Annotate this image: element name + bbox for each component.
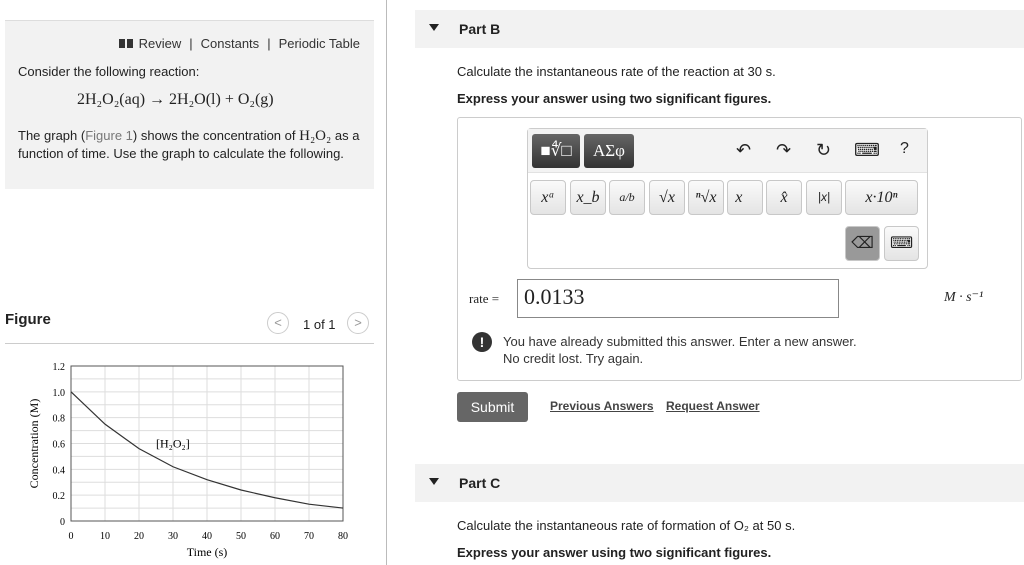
reaction-equation: 2H₂O₂(aq) → 2H₂O(l) + O₂(g): [77, 91, 274, 108]
periodic-table-link[interactable]: Periodic Table: [278, 36, 360, 51]
part-b-question: Calculate the instantaneous rate of the reaction at 30 s.: [457, 64, 776, 79]
x-tick-label: 60: [270, 531, 280, 542]
problem-intro: [5, 20, 374, 189]
part-b-title: Part B: [459, 21, 501, 37]
book-icon: [119, 39, 133, 48]
x-tick-label: 40: [202, 531, 212, 542]
previous-answers-link[interactable]: Previous Answers: [550, 399, 654, 413]
figure-divider: [5, 343, 374, 344]
keyboard-icon[interactable]: ⌨: [854, 140, 880, 160]
abs-value-key[interactable]: |x|: [806, 180, 842, 215]
submit-button[interactable]: Submit: [457, 392, 528, 422]
unit-vector-key[interactable]: x̂: [766, 180, 802, 215]
x-tick-label: 20: [134, 531, 144, 542]
templates-button[interactable]: ■∜□: [532, 134, 580, 168]
rate-input[interactable]: 0.0133: [517, 279, 839, 318]
sqrt-key[interactable]: √x: [649, 180, 685, 215]
reset-icon[interactable]: ↻: [816, 140, 832, 160]
y-tick-label: 0.8: [52, 413, 65, 425]
part-c-question: Calculate the instantaneous rate of formation of O₂ at 50 s.: [457, 518, 796, 533]
part-c-instruction: Express your answer using two significant figures.: [457, 545, 772, 560]
resource-links: Review | Constants | Periodic Table: [119, 36, 360, 51]
fraction-key[interactable]: a/b: [609, 180, 645, 215]
undo-icon[interactable]: ↶: [736, 140, 752, 160]
part-c-header[interactable]: [415, 464, 1024, 502]
request-answer-link[interactable]: Request Answer: [666, 399, 760, 413]
x-tick-label: 80: [338, 531, 348, 542]
intro-text: The graph (Figure 1) shows the concentration of H₂O₂ as a function of time. Use the graph to calculate the following.: [18, 128, 360, 161]
vector-key[interactable]: x⃗: [727, 180, 763, 215]
part-b-instruction: Express your answer using two significant figures.: [457, 91, 772, 106]
figure-title: Figure: [5, 311, 51, 328]
next-figure-button[interactable]: >: [347, 312, 369, 334]
x-tick-label: 30: [168, 531, 178, 542]
x-tick-label: 0: [68, 531, 74, 542]
y-tick-label: 1.0: [52, 387, 65, 399]
y-tick-label: 0.4: [52, 465, 65, 477]
series-annotation: [H₂O₂]: [156, 436, 190, 451]
intro-lead: Consider the following reaction:: [18, 64, 200, 79]
y-tick-label: 0: [60, 517, 65, 528]
nth-root-key[interactable]: ⁿ√x: [688, 180, 724, 215]
superscript-key[interactable]: xᵃ: [530, 180, 566, 215]
x-tick-label: 10: [100, 531, 110, 542]
constants-link[interactable]: Constants: [200, 36, 260, 51]
rate-label: rate =: [469, 291, 500, 306]
y-tick-label: 1.2: [52, 362, 65, 373]
figure-link[interactable]: Figure 1: [85, 128, 133, 143]
y-tick-label: 0.6: [52, 439, 65, 451]
subscript-key[interactable]: x_b: [570, 180, 606, 215]
greek-button[interactable]: ΑΣφ: [584, 134, 634, 168]
x-tick-label: 70: [304, 531, 314, 542]
y-tick-label: 0.2: [52, 491, 65, 503]
math-toolbar: [527, 128, 928, 269]
help-icon[interactable]: ?: [900, 140, 909, 157]
feedback-message: You have already submitted this answer. Enter a new answer. No credit lost. Try again.: [503, 334, 857, 366]
prev-figure-button[interactable]: <: [267, 312, 289, 334]
review-link[interactable]: Review: [138, 36, 182, 51]
part-c-title: Part C: [459, 475, 501, 491]
sci-notation-key[interactable]: x·10ⁿ: [845, 180, 918, 215]
panel-divider[interactable]: [386, 0, 387, 565]
x-tick-label: 50: [236, 531, 246, 542]
backspace-key[interactable]: ⌫: [845, 226, 880, 261]
redo-icon[interactable]: ↷: [776, 140, 792, 160]
part-b-header[interactable]: [415, 10, 1024, 48]
x-axis-label: Time (s): [186, 545, 228, 559]
rate-units: M · s⁻¹: [944, 290, 984, 305]
figure-pager: 1 of 1: [303, 317, 336, 332]
collapse-icon: [429, 478, 439, 485]
concentration-chart: [0, 350, 370, 565]
keyboard-toggle-key[interactable]: ⌨: [884, 226, 919, 261]
y-axis-label: Concentration (M): [27, 398, 41, 489]
warning-icon: !: [472, 332, 492, 352]
collapse-icon: [429, 24, 439, 31]
